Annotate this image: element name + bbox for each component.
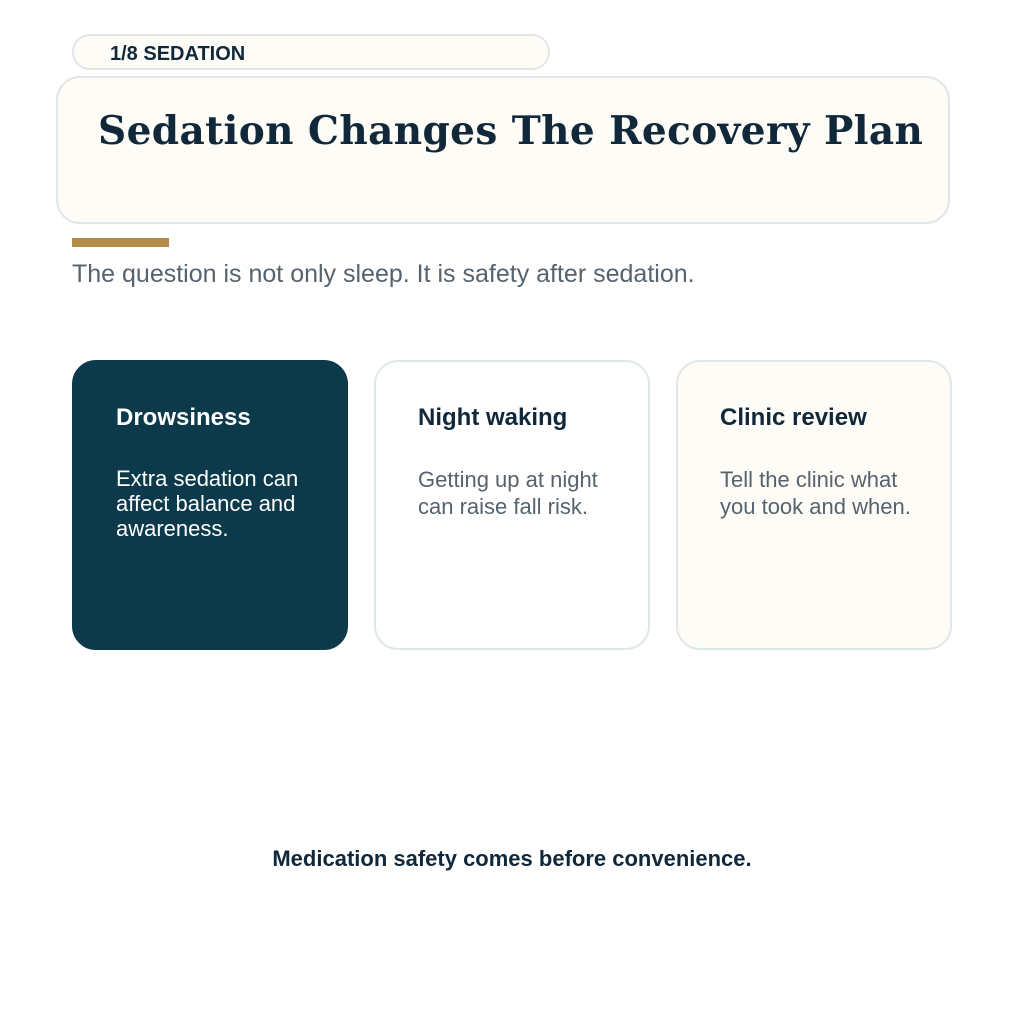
accent-divider	[72, 238, 169, 247]
page-subtitle: The question is not only sleep. It is safety after sedation.	[72, 260, 695, 288]
step-indicator	[72, 34, 550, 70]
card-heading: Drowsiness	[116, 404, 251, 431]
card-body: Tell the clinic what you took and when.	[720, 467, 911, 519]
footer-note: Medication safety comes before convenience.	[272, 846, 752, 871]
page-title: Sedation Changes The Recovery Plan	[98, 108, 924, 154]
card-heading: Night waking	[418, 404, 568, 431]
info-card-night-waking	[374, 360, 650, 650]
info-card-clinic-review	[676, 360, 952, 650]
card-body: Getting up at night can raise fall risk.	[418, 467, 598, 519]
step-label: 1/8 SEDATION	[110, 43, 246, 65]
card-heading: Clinic review	[720, 404, 867, 431]
card-body: Extra sedation can affect balance and awareness.	[116, 466, 299, 541]
info-card-drowsiness	[72, 360, 348, 650]
title-card	[56, 76, 950, 224]
